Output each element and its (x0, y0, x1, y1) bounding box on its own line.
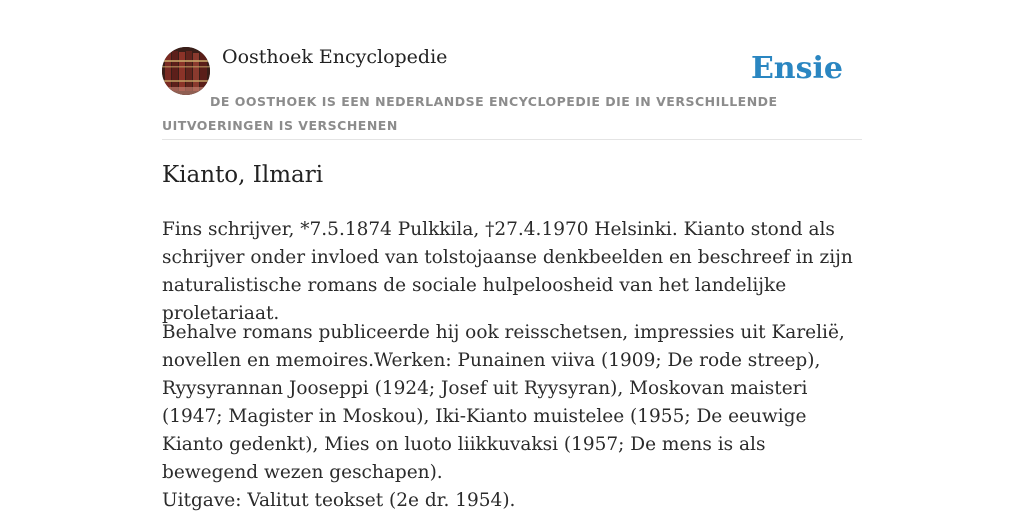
article-page (162, 0, 862, 512)
ensie-logo-link[interactable]: Ensie (750, 51, 843, 86)
article-paragraph-2: Behalve romans publiceerde hij ook reisschetsen, impressies uit Karelië, novellen en memoires.Werken: Punainen viiva (1909; De rode streep), Ryysyrannan Jooseppi (1924; Josef uit Ryysyran), Moskovan maisteri (1947; Magister in Moskou), Iki-Kianto muistelee (1955; De eeuwige Kianto gedenkt), Mies on luoto liikkuvaksi (1957; De mens is als bewegend wezen geschapen). (162, 322, 845, 483)
source-name-link[interactable]: Oosthoek Encyclopedie (222, 46, 448, 68)
article-paragraph-1: Fins schrijver, *7.5.1874 Pulkkila, †27.4.1970 Helsinki. Kianto stond als schrijver onder invloed van tolstojaanse denkbeelden en beschreef in zijn naturalistische romans de sociale hulpeloosheid van het landelijke proletariaat. (162, 219, 853, 324)
article-title: Kianto, Ilmari (162, 162, 324, 188)
encyclopedia-books-icon[interactable] (162, 47, 210, 95)
source-tagline: DE OOSTHOEK IS EEN NEDERLANDSE ENCYCLOPEDIE DIE IN VERSCHILLENDE UITVOERINGEN IS VERSCHENEN (162, 94, 778, 133)
source-header (162, 0, 862, 140)
article-paragraph-3: Uitgave: Valitut teokset (2e dr. 1954). (162, 490, 516, 511)
